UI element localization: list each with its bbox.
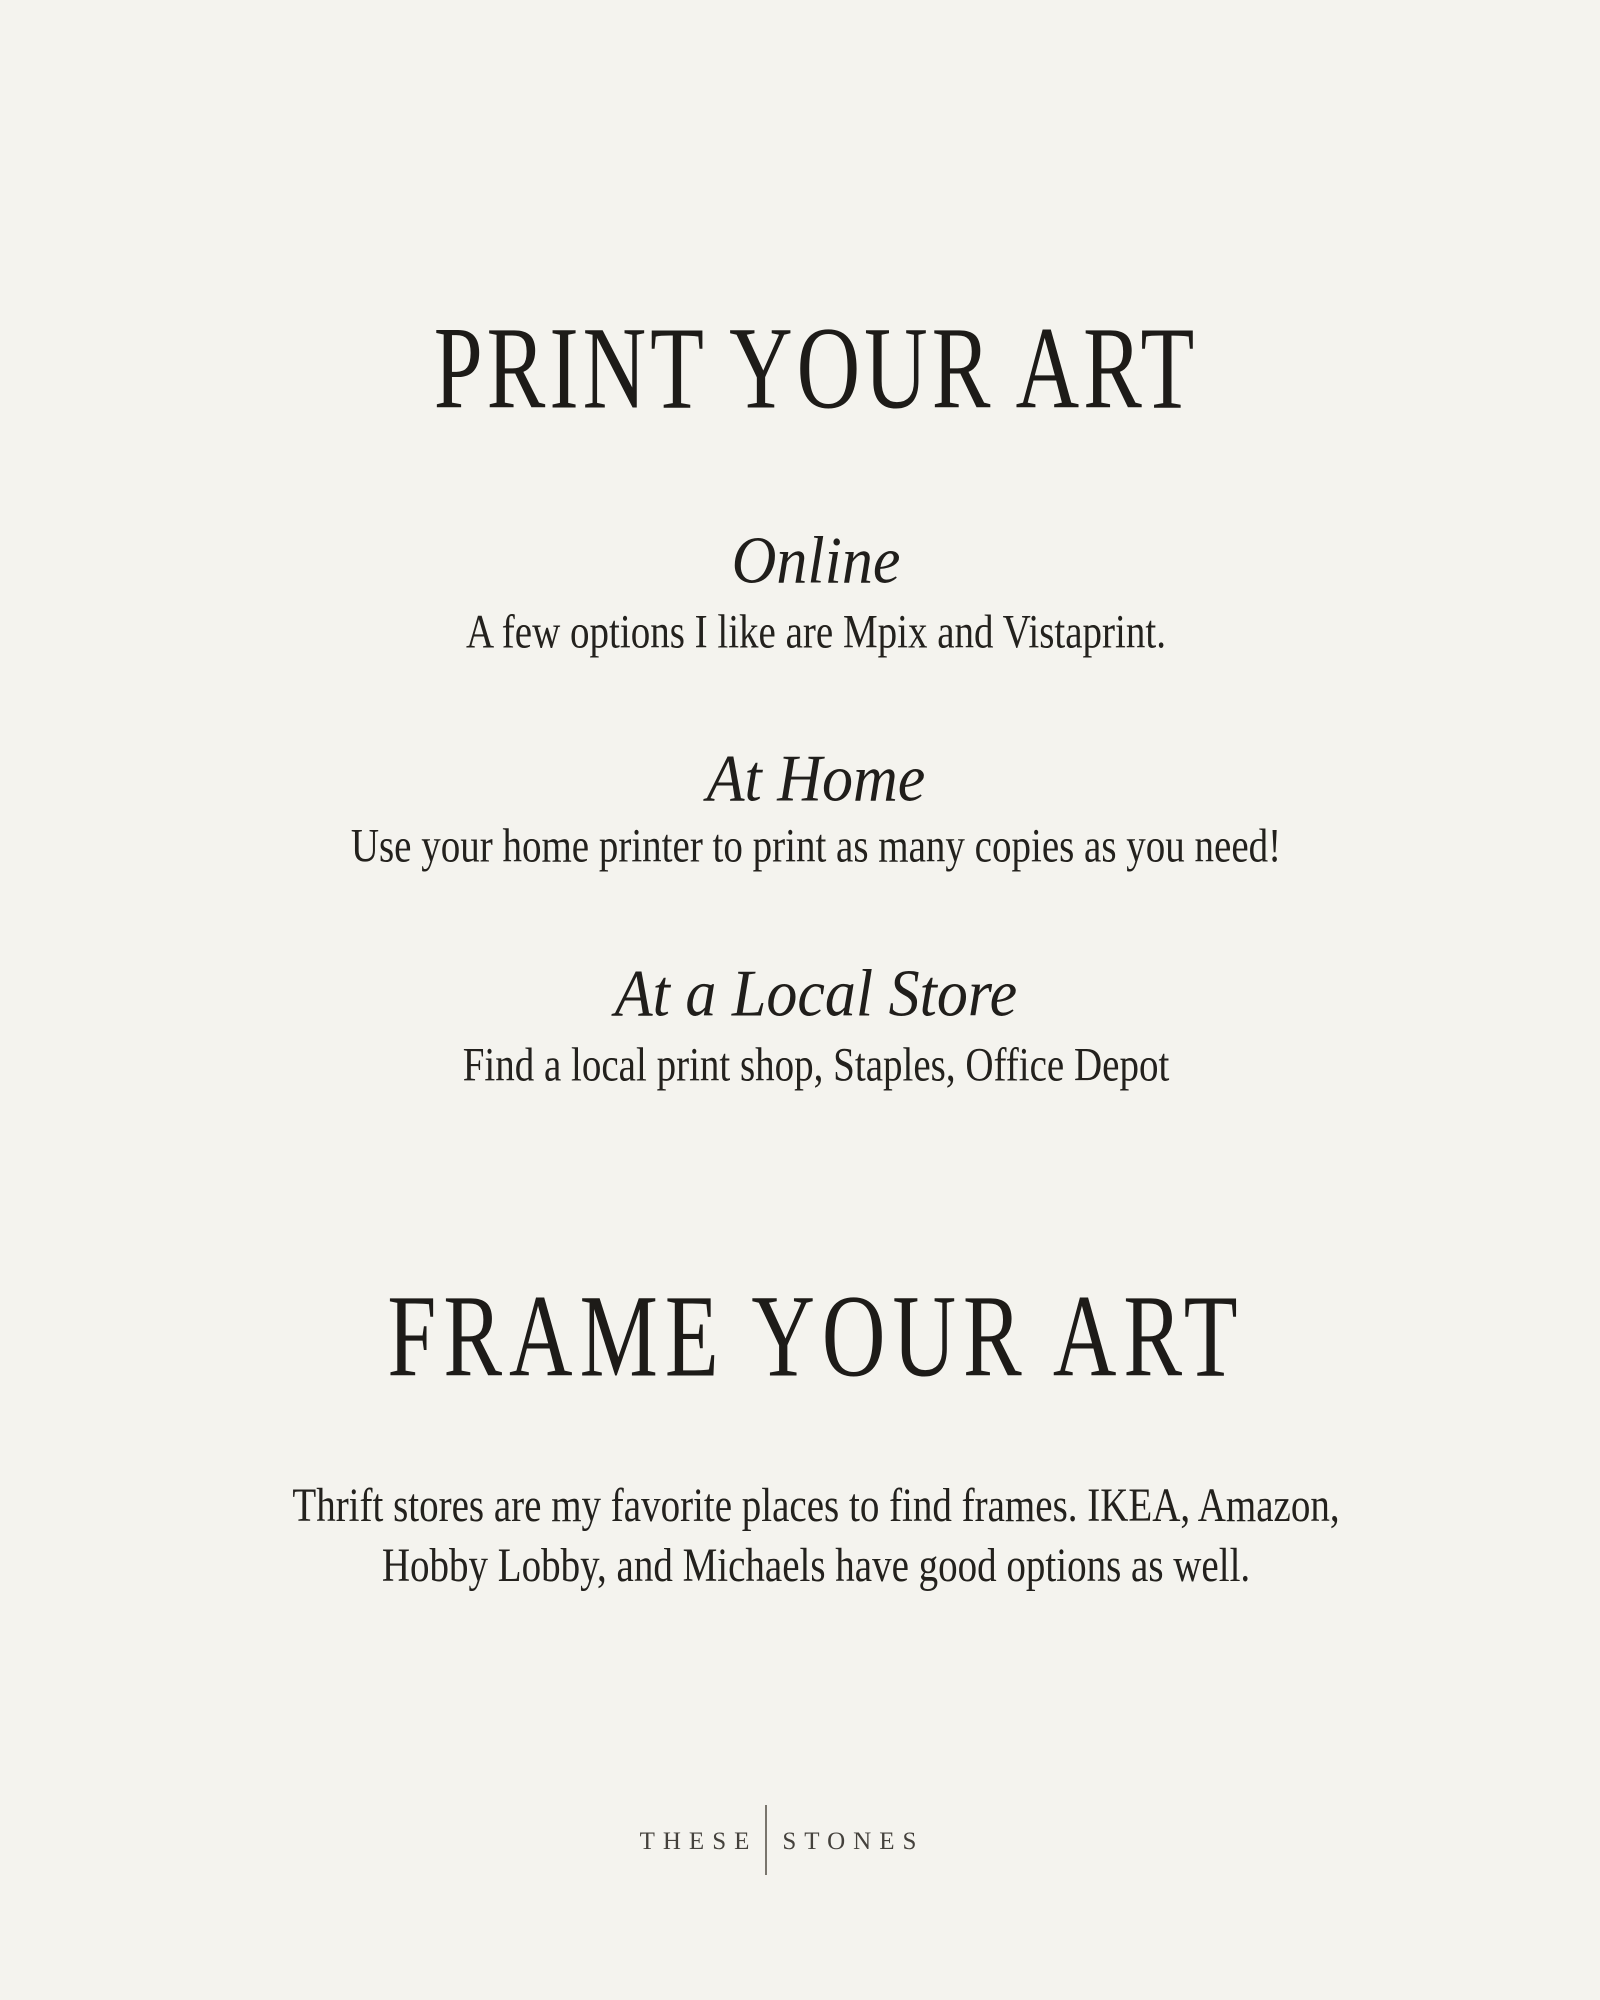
frame-paragraph-line-2: Hobby Lobby, and Michaels have good options as well. [381, 1539, 1251, 1592]
local-store-heading: At a Local Store [614, 957, 1018, 1031]
frame-section-paragraph [32, 1476, 1600, 1596]
brand-footer [0, 1805, 1564, 1875]
online-heading: Online [731, 524, 901, 598]
brand-divider-line [765, 1805, 767, 1875]
online-body-text: A few options I like are Mpix and Vistaprint. [466, 606, 1166, 659]
local-store-body-text: Find a local print shop, Staples, Office Depot [462, 1039, 1170, 1092]
brand-name-right: STONES [782, 1827, 925, 1855]
frame-section-title: FRAME YOUR ART [387, 1272, 1245, 1403]
at-home-body-text: Use your home printer to print as many copies as you need! [350, 820, 1282, 873]
at-home-heading: At Home [706, 742, 926, 816]
frame-paragraph-line-1: Thrift stores are my favorite places to find frames. IKEA, Amazon, [292, 1479, 1340, 1533]
print-section-title: PRINT YOUR ART [433, 304, 1199, 435]
brand-name-left: THESE [639, 1827, 758, 1855]
